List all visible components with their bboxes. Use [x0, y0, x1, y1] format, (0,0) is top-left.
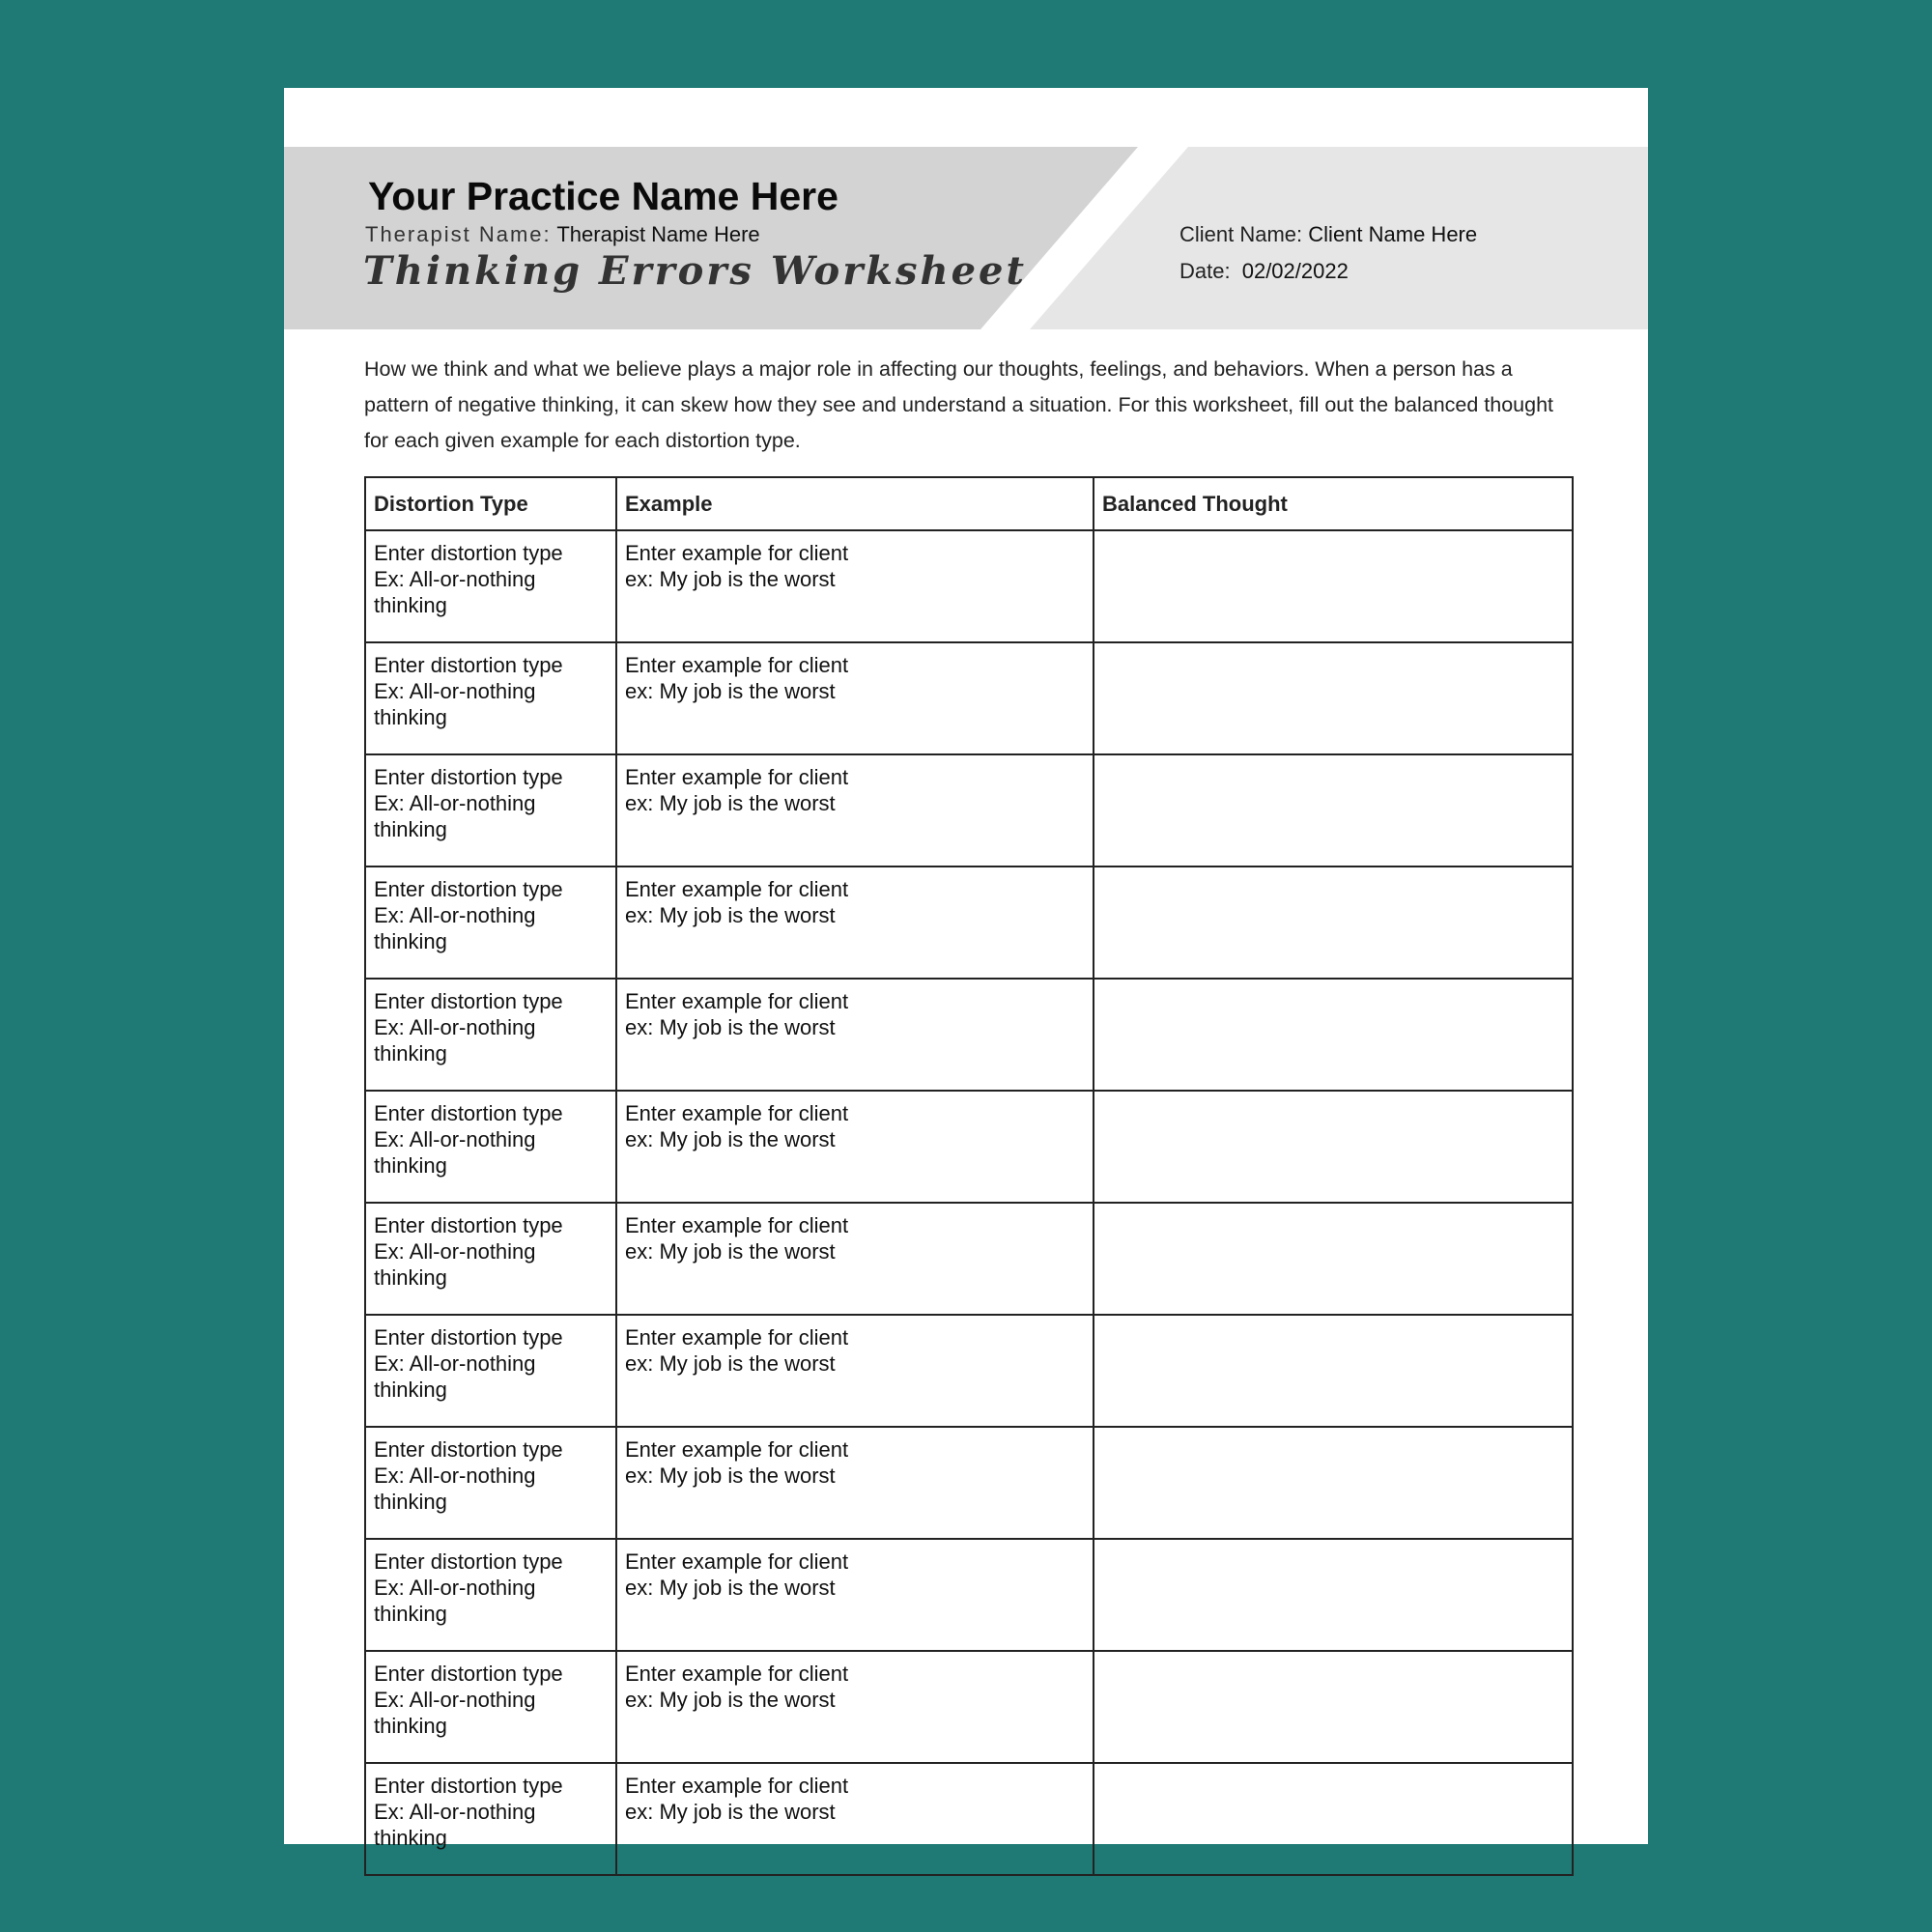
example-cell[interactable]	[616, 1427, 1094, 1539]
distortion-type-text: Enter distortion type	[374, 653, 563, 677]
distortion-type-text: thinking	[374, 817, 447, 841]
thinking-errors-table	[364, 476, 1574, 1876]
example-text: Enter example for client	[625, 989, 849, 1013]
client-name-field	[1179, 222, 1477, 247]
table-row	[365, 1651, 1573, 1763]
table-row	[365, 1315, 1573, 1427]
distortion-type-text: Ex: All-or-nothing	[374, 1800, 536, 1824]
example-text: Enter example for client	[625, 1325, 849, 1350]
distortion-type-text: thinking	[374, 1714, 447, 1738]
distortion-type-text: thinking	[374, 1153, 447, 1178]
balanced-thought-cell[interactable]	[1094, 1427, 1573, 1539]
distortion-type-text: Enter distortion type	[374, 1437, 563, 1462]
column-header-example: Example	[616, 477, 1094, 530]
example-text: Enter example for client	[625, 1662, 849, 1686]
example-text: ex: My job is the worst	[625, 1576, 836, 1600]
example-text: ex: My job is the worst	[625, 567, 836, 591]
distortion-type-cell[interactable]	[365, 1315, 616, 1427]
client-name-label: Client Name:	[1179, 222, 1303, 246]
distortion-type-text: Enter distortion type	[374, 1325, 563, 1350]
example-text: ex: My job is the worst	[625, 791, 836, 815]
distortion-type-text: thinking	[374, 929, 447, 953]
example-text: ex: My job is the worst	[625, 1688, 836, 1712]
balanced-thought-cell[interactable]	[1094, 754, 1573, 867]
distortion-type-text: Ex: All-or-nothing	[374, 1576, 536, 1600]
distortion-type-text: Ex: All-or-nothing	[374, 567, 536, 591]
example-cell[interactable]	[616, 1203, 1094, 1315]
distortion-type-text: thinking	[374, 705, 447, 729]
table-row	[365, 1203, 1573, 1315]
example-text: ex: My job is the worst	[625, 1239, 836, 1264]
distortion-type-text: thinking	[374, 593, 447, 617]
distortion-type-cell[interactable]	[365, 1651, 616, 1763]
header-banner	[284, 147, 1648, 329]
balanced-thought-cell[interactable]	[1094, 1091, 1573, 1203]
distortion-type-text: Ex: All-or-nothing	[374, 1015, 536, 1039]
distortion-type-text: Enter distortion type	[374, 1101, 563, 1125]
table-row	[365, 642, 1573, 754]
distortion-type-text: Ex: All-or-nothing	[374, 1127, 536, 1151]
table-row	[365, 867, 1573, 979]
distortion-type-text: thinking	[374, 1265, 447, 1290]
example-cell[interactable]	[616, 1539, 1094, 1651]
instructions-paragraph: How we think and what we believe plays a major role in affecting our thoughts, feelings, and behaviors. When a person has a pattern of negative thinking, it can skew how they see and understand a situation. For this worksheet, fill out the balanced thought for each given example for each distortion type.	[364, 357, 1554, 452]
example-cell[interactable]	[616, 1315, 1094, 1427]
table-row	[365, 979, 1573, 1091]
distortion-type-text: Ex: All-or-nothing	[374, 791, 536, 815]
example-cell[interactable]	[616, 754, 1094, 867]
balanced-thought-cell[interactable]	[1094, 867, 1573, 979]
therapist-name-label: Therapist Name:	[365, 222, 552, 246]
balanced-thought-cell[interactable]	[1094, 1203, 1573, 1315]
therapist-name-value[interactable]: Therapist Name Here	[556, 222, 760, 246]
distortion-type-text: Ex: All-or-nothing	[374, 1463, 536, 1488]
table-row	[365, 754, 1573, 867]
distortion-type-text: Ex: All-or-nothing	[374, 1239, 536, 1264]
client-name-value[interactable]: Client Name Here	[1308, 222, 1478, 246]
distortion-type-text: thinking	[374, 1041, 447, 1065]
table-row	[365, 1539, 1573, 1651]
distortion-type-text: Ex: All-or-nothing	[374, 1688, 536, 1712]
example-text: Enter example for client	[625, 653, 849, 677]
column-header-distortion-type: Distortion Type	[365, 477, 616, 530]
distortion-type-text: Ex: All-or-nothing	[374, 1351, 536, 1376]
distortion-type-text: Enter distortion type	[374, 1774, 563, 1798]
example-cell[interactable]	[616, 867, 1094, 979]
example-text: ex: My job is the worst	[625, 1015, 836, 1039]
balanced-thought-cell[interactable]	[1094, 1539, 1573, 1651]
balanced-thought-cell[interactable]	[1094, 642, 1573, 754]
distortion-type-text: thinking	[374, 1826, 447, 1850]
worksheet-page	[284, 88, 1648, 1850]
distortion-type-cell[interactable]	[365, 1763, 616, 1875]
balanced-thought-cell[interactable]	[1094, 1651, 1573, 1763]
table-row	[365, 1091, 1573, 1203]
distortion-type-cell[interactable]	[365, 754, 616, 867]
distortion-type-cell[interactable]	[365, 1091, 616, 1203]
distortion-type-cell[interactable]	[365, 642, 616, 754]
distortion-type-text: Ex: All-or-nothing	[374, 679, 536, 703]
distortion-type-text: thinking	[374, 1490, 447, 1514]
example-cell[interactable]	[616, 1651, 1094, 1763]
example-text: Enter example for client	[625, 1774, 849, 1798]
distortion-type-text: thinking	[374, 1602, 447, 1626]
date-field	[1179, 259, 1349, 284]
example-cell[interactable]	[616, 642, 1094, 754]
distortion-type-text: Enter distortion type	[374, 541, 563, 565]
distortion-type-text: Enter distortion type	[374, 1549, 563, 1574]
distortion-type-cell[interactable]	[365, 530, 616, 642]
example-text: Enter example for client	[625, 1213, 849, 1237]
example-text: ex: My job is the worst	[625, 679, 836, 703]
distortion-type-text: Enter distortion type	[374, 1662, 563, 1686]
date-label: Date:	[1179, 259, 1231, 283]
date-value[interactable]: 02/02/2022	[1241, 259, 1349, 283]
distortion-type-cell[interactable]	[365, 979, 616, 1091]
example-text: ex: My job is the worst	[625, 1127, 836, 1151]
table-row	[365, 530, 1573, 642]
example-text: Enter example for client	[625, 1437, 849, 1462]
example-text: Enter example for client	[625, 1549, 849, 1574]
distortion-type-text: Ex: All-or-nothing	[374, 903, 536, 927]
distortion-type-text: thinking	[374, 1378, 447, 1402]
example-text: ex: My job is the worst	[625, 1800, 836, 1824]
worksheet-title: Thinking Errors Worksheet	[363, 248, 1027, 294]
distortion-type-text: Enter distortion type	[374, 877, 563, 901]
balanced-thought-cell[interactable]	[1094, 530, 1573, 642]
example-text: ex: My job is the worst	[625, 1351, 836, 1376]
example-text: ex: My job is the worst	[625, 903, 836, 927]
table-row	[365, 1763, 1573, 1875]
balanced-thought-cell[interactable]	[1094, 1315, 1573, 1427]
distortion-type-text: Enter distortion type	[374, 989, 563, 1013]
example-text: Enter example for client	[625, 877, 849, 901]
distortion-type-cell[interactable]	[365, 1427, 616, 1539]
practice-name: Your Practice Name Here	[368, 174, 838, 218]
therapist-name-field	[365, 222, 760, 247]
example-cell[interactable]	[616, 1091, 1094, 1203]
distortion-type-cell[interactable]	[365, 1203, 616, 1315]
balanced-thought-cell[interactable]	[1094, 979, 1573, 1091]
distortion-type-text: Enter distortion type	[374, 765, 563, 789]
example-cell[interactable]	[616, 1763, 1094, 1875]
column-header-balanced-thought: Balanced Thought	[1094, 477, 1573, 530]
example-cell[interactable]	[616, 530, 1094, 642]
table-header-row	[365, 477, 1573, 530]
distortion-type-cell[interactable]	[365, 1539, 616, 1651]
example-text: ex: My job is the worst	[625, 1463, 836, 1488]
distortion-type-text: Enter distortion type	[374, 1213, 563, 1237]
example-text: Enter example for client	[625, 541, 849, 565]
table-row	[365, 1427, 1573, 1539]
example-text: Enter example for client	[625, 765, 849, 789]
balanced-thought-cell[interactable]	[1094, 1763, 1573, 1875]
example-text: Enter example for client	[625, 1101, 849, 1125]
example-cell[interactable]	[616, 979, 1094, 1091]
distortion-type-cell[interactable]	[365, 867, 616, 979]
